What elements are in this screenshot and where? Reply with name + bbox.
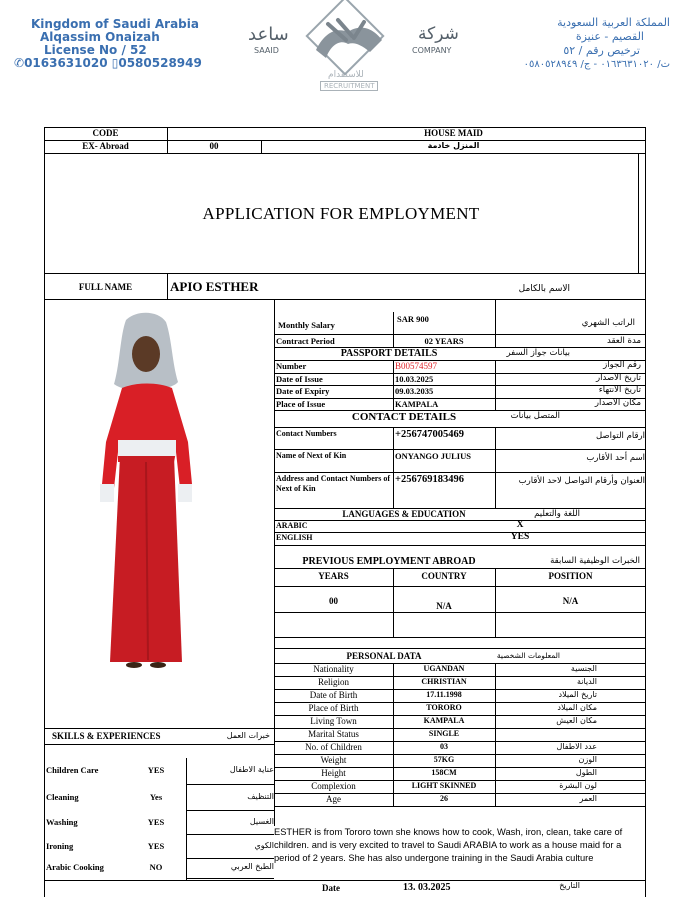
skills-heading-ar: خبرات العمل: [226, 731, 270, 740]
personal-value: 57KG: [433, 755, 455, 764]
passport-label-ar: مكان الاصدار: [594, 397, 641, 408]
handshake-icon: [308, 10, 388, 65]
logo-ar-left: ساعد: [248, 24, 289, 45]
header-city: Alqassim Onaizah: [40, 30, 160, 44]
contact-value: ONYANGO JULIUS: [395, 451, 471, 461]
logo-en-left: SAAID: [254, 46, 279, 55]
value-position: N/A: [562, 596, 579, 606]
header-license: License No / 52: [44, 43, 147, 57]
language-label: ARABIC: [276, 521, 308, 530]
personal-label-ar: العمر: [579, 794, 597, 803]
personal-label: Height: [321, 768, 346, 778]
personal-label: Living Town: [310, 716, 357, 726]
label-monthly-salary-ar: الراتب الشهري: [581, 318, 635, 328]
phone-icon: ✆: [14, 56, 25, 70]
skill-label-ar: الكوي: [254, 841, 274, 850]
contact-label: Address and Contact Numbers of Next of Kin: [276, 474, 391, 493]
languages-heading: LANGUAGES & EDUCATION: [342, 509, 466, 519]
personal-value: 03: [440, 742, 448, 751]
language-label: ENGLISH: [276, 533, 313, 542]
personal-label: Date of Birth: [309, 690, 358, 700]
header-phones: [14, 57, 214, 70]
contact-label-ar: ارقام التواصل: [595, 431, 645, 441]
header-license-ar: ترخيص رقم / ٥٢: [563, 44, 640, 57]
passport-label-ar: رقم الجواز: [603, 360, 641, 370]
personal-label-ar: الطول: [575, 768, 597, 777]
full-name-label: FULL NAME: [78, 282, 133, 292]
personal-label: No. of Children: [305, 742, 362, 752]
personal-label: Place of Birth: [308, 703, 359, 713]
col-years: YEARS: [318, 571, 349, 581]
contact-label: Contact Numbers: [276, 429, 337, 438]
languages-heading-ar: اللغة والتعليم: [534, 509, 580, 519]
personal-label: Complexion: [311, 781, 356, 791]
value-years: 00: [329, 596, 338, 606]
page-title: APPLICATION FOR EMPLOYMENT: [202, 204, 480, 223]
full-name-label-ar: الاسم بالكامل: [518, 284, 570, 294]
header-city-ar: القصيم - عنيزة: [575, 30, 644, 43]
skill-value: YES: [147, 841, 165, 851]
contact-value: +256747005469: [395, 429, 464, 440]
passport-heading: PASSPORT DETAILS: [340, 348, 438, 359]
passport-label: Place of Issue: [276, 398, 326, 409]
code-number: 00: [209, 141, 219, 151]
value-monthly-salary: SAR 900: [397, 314, 429, 324]
passport-value: KAMPALA: [395, 398, 439, 409]
position-title: HOUSE MAID: [424, 128, 483, 138]
company-logo: [240, 4, 460, 94]
personal-label: Weight: [320, 755, 347, 765]
skills-heading: SKILLS & EXPERIENCES: [52, 731, 161, 741]
personal-label-ar: الديانة: [576, 677, 597, 686]
skill-label-ar: عناية الاطفال: [229, 765, 274, 774]
passport-label-ar: تاريخ الانتهاء: [598, 385, 641, 395]
language-value: X: [516, 520, 524, 530]
contact-heading: CONTACT DETAILS: [351, 411, 457, 423]
skill-label: Children Care: [46, 765, 99, 775]
personal-value: 26: [440, 794, 448, 803]
personal-label-ar: تاريخ الميلاد: [558, 690, 597, 699]
personal-value: 17.11.1998: [426, 690, 462, 699]
personal-heading: PERSONAL DATA: [346, 651, 422, 661]
skill-value: YES: [147, 817, 165, 827]
contact-label-ar: العنوان وأرقام التواصل لاحد الأقارب: [518, 476, 645, 486]
personal-label-ar: الجنسية: [570, 664, 597, 673]
footer-date-value: 13. 03.2025: [403, 882, 451, 893]
header-country: Kingdom of Saudi Arabia: [31, 17, 199, 31]
skill-value: NO: [149, 862, 163, 872]
skill-value: Yes: [149, 792, 163, 802]
skill-label: Ironing: [46, 841, 74, 851]
label-contract-period-ar: مدة العقد: [607, 336, 641, 346]
skill-label-ar: الطبخ العربي: [230, 862, 274, 871]
personal-label: Marital Status: [308, 729, 359, 739]
applicant-photo-figure: [96, 312, 196, 670]
col-country: COUNTRY: [421, 571, 467, 581]
mobile-icon: ▯: [111, 56, 119, 70]
skill-label-ar: الغسيل: [249, 817, 274, 826]
applicant-photo: [96, 312, 196, 670]
skill-value: YES: [147, 765, 165, 775]
personal-label-ar: عدد الاطفال: [556, 742, 597, 751]
previous-heading-ar: الخبرات الوظيفية السابقة: [550, 556, 640, 566]
personal-value: CHRISTIAN: [421, 677, 467, 686]
personal-value: SINGLE: [428, 729, 460, 738]
personal-label-ar: مكان العيش: [556, 716, 597, 725]
skill-label: Washing: [46, 817, 78, 827]
logo-ar-right: شركة: [418, 24, 459, 44]
personal-value: 158CM: [431, 768, 457, 777]
personal-label-ar: مكان الميلاد: [557, 703, 597, 712]
contact-label-ar: اسم أحد الأقارب: [586, 453, 645, 463]
contact-label: Name of Next of Kin: [276, 451, 347, 460]
header-phones-ar: ت/ ٠١٦٣٦٣١٠٢٠ - ج/ ٠٥٨٠٥٢٨٩٤٩: [523, 59, 670, 70]
personal-label-ar: لون البشرة: [559, 781, 597, 790]
contact-heading-ar: المتصل بيانات: [510, 411, 560, 421]
logo-ar-bottom: للاستقدام: [328, 70, 364, 80]
personal-value: KAMPALA: [423, 716, 465, 725]
personal-heading-ar: المعلومات الشخصية: [496, 651, 560, 660]
personal-label: Nationality: [313, 664, 354, 674]
passport-value: B00574597: [395, 361, 438, 371]
label-monthly-salary: Monthly Salary: [278, 320, 335, 330]
value-country: N/A: [436, 601, 452, 611]
passport-label: Date of Issue: [276, 373, 323, 384]
personal-label: Religion: [318, 677, 349, 687]
logo-en-right: COMPANY: [412, 46, 452, 55]
personal-value: LIGHT SKINNED: [411, 781, 477, 790]
passport-label-ar: تاريخ الاصدار: [596, 372, 641, 383]
logo-en-bottom: RECRUITMENT: [320, 81, 378, 91]
full-name-value: APIO ESTHER: [170, 279, 259, 294]
previous-heading: PREVIOUS EMPLOYMENT ABROAD: [302, 556, 476, 567]
passport-label: Number: [276, 361, 307, 371]
passport-label: Date of Expiry: [276, 386, 330, 396]
personal-label: Age: [326, 794, 341, 804]
header-english-block: [14, 18, 214, 70]
personal-value: TORORO: [426, 703, 462, 712]
footer-date-label-ar: التاريخ: [559, 881, 580, 890]
personal-value: UGANDAN: [423, 664, 465, 673]
header-arabic-block: [470, 16, 670, 72]
value-contract-period: 02 YEARS: [424, 336, 464, 346]
header-phone-1: 0163631020: [24, 56, 108, 70]
position-title-ar: المنزل خادمة: [427, 141, 480, 150]
remarks-text: ESTHER is from Tororo town she knows how to cook, Wash, iron, clean, take care of children. and is very excited to travel to Saudi ARABIA to work as a house maid for a period of 2 years. She has also undergone training in the Saudi Arabia culture: [274, 827, 623, 863]
col-position: POSITION: [548, 571, 593, 581]
label-contract-period: Contract Period: [276, 336, 335, 346]
code-value: EX- Abroad: [82, 141, 129, 151]
code-label: CODE: [92, 128, 119, 138]
personal-label-ar: الوزن: [578, 755, 597, 764]
passport-value: 10.03.2025: [395, 373, 434, 384]
passport-value: 09.03.2035: [395, 386, 434, 396]
passport-heading-ar: بيانات جواز السفر: [506, 348, 570, 358]
header-country-ar: المملكة العربية السعودية: [557, 16, 670, 29]
skill-label: Cleaning: [46, 792, 79, 802]
header-phone-2: 0580528949: [118, 56, 202, 70]
language-value: YES: [510, 532, 530, 542]
contact-value: +256769183496: [395, 474, 464, 485]
skill-label-ar: التنظيف: [247, 792, 274, 801]
skill-label: Arabic Cooking: [46, 862, 104, 872]
footer-date-label: Date: [322, 883, 340, 893]
